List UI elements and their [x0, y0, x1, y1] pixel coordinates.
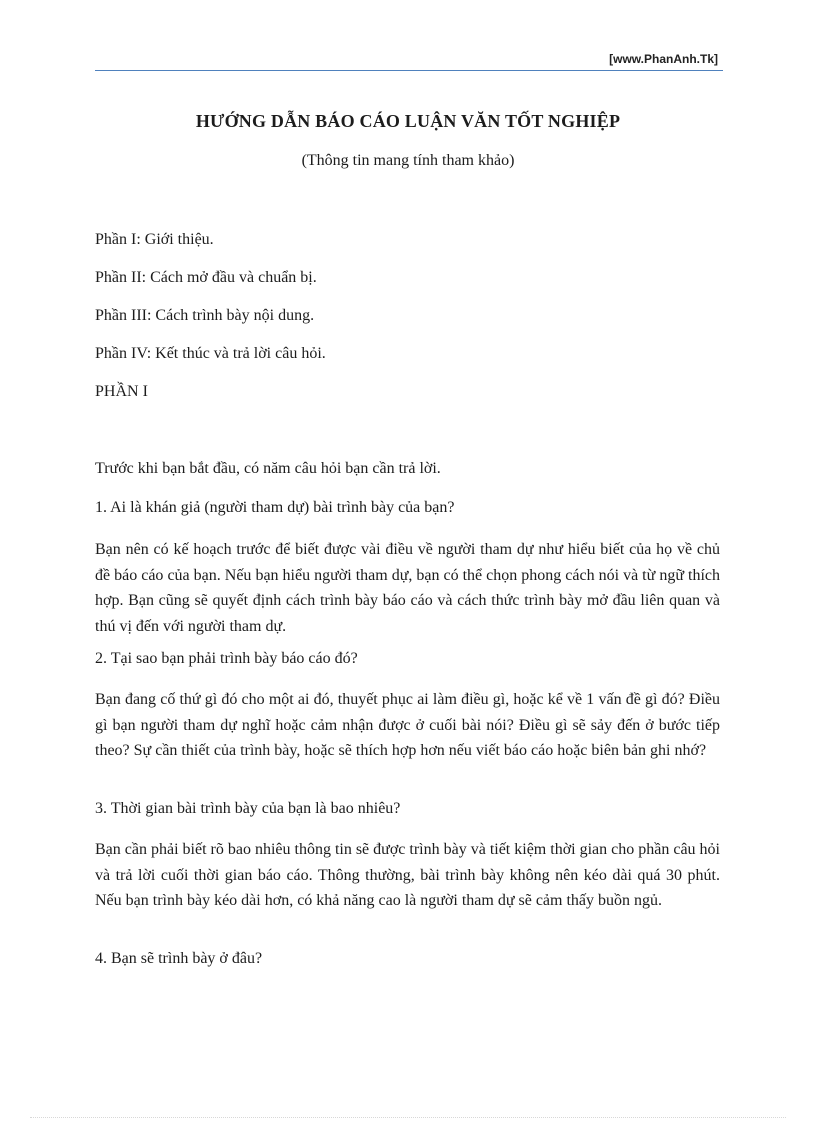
question-3: 3. Thời gian bài trình bày của bạn là bao nhiêu?	[95, 800, 401, 817]
toc-item-part-2: Phần II: Cách mở đầu và chuẩn bị.	[95, 269, 317, 286]
question-1: 1. Ai là khán giả (người tham dự) bài trình bày của bạn?	[95, 499, 455, 516]
question-2: 2. Tại sao bạn phải trình bày báo cáo đó?	[95, 650, 358, 667]
answer-3: Bạn cần phải biết rõ bao nhiêu thông tin sẽ được trình bày và tiết kiệm thời gian cho phần câu hỏi và trả lời cuối thời gian báo cáo. Thông thường, bài trình bày không nên kéo dài quá 30 phút. Nếu bạn trình bày kéo dài hơn, có khả năng cao là người tham dự sẽ cảm thấy buồn ngủ.	[95, 841, 720, 909]
header-divider	[95, 70, 723, 71]
answer-1: Bạn nên có kế hoạch trước để biết được vài điều về người tham dự như hiểu biết của họ về chủ đề báo cáo của bạn. Nếu bạn hiểu người tham dự, bạn có thể chọn phong cách nói và từ ngữ thích hợp. Bạn cũng sẽ quyết định cách trình bày báo cáo và cách thức trình bày mở đầu liên quan và thú vị đến với người tham dự.	[95, 541, 720, 635]
document-subtitle: (Thông tin mang tính tham khảo)	[301, 152, 515, 169]
intro-text: Trước khi bạn bắt đầu, có năm câu hỏi bạn cần trả lời.	[95, 460, 441, 477]
toc-item-part-1: Phần I: Giới thiệu.	[95, 231, 214, 248]
section-heading: PHẦN I	[95, 383, 148, 400]
page-bottom-divider	[30, 1117, 786, 1118]
header-site-link[interactable]: [www.PhanAnh.Tk]	[609, 52, 718, 66]
toc-item-part-3: Phần III: Cách trình bày nội dung.	[95, 307, 315, 324]
answer-2: Bạn đang cố thứ gì đó cho một ai đó, thuyết phục ai làm điều gì, hoặc kể về 1 vấn đề gì đó? Điều gì bạn người tham dự nghĩ hoặc cảm nhận được ở cuối bài nói? Điều gì sẽ sảy đến ở bước tiếp theo? Sự cần thiết của trình bày, hoặc sẽ thích hợp hơn nếu viết báo cáo hoặc biên bản ghi nhớ?	[95, 691, 720, 759]
question-4: 4. Bạn sẽ trình bày ở đâu?	[95, 950, 263, 967]
document-title: HƯỚNG DẪN BÁO CÁO LUẬN VĂN TỐT NGHIỆP	[195, 111, 621, 131]
toc-item-part-4: Phần IV: Kết thúc và trả lời câu hỏi.	[95, 345, 326, 362]
